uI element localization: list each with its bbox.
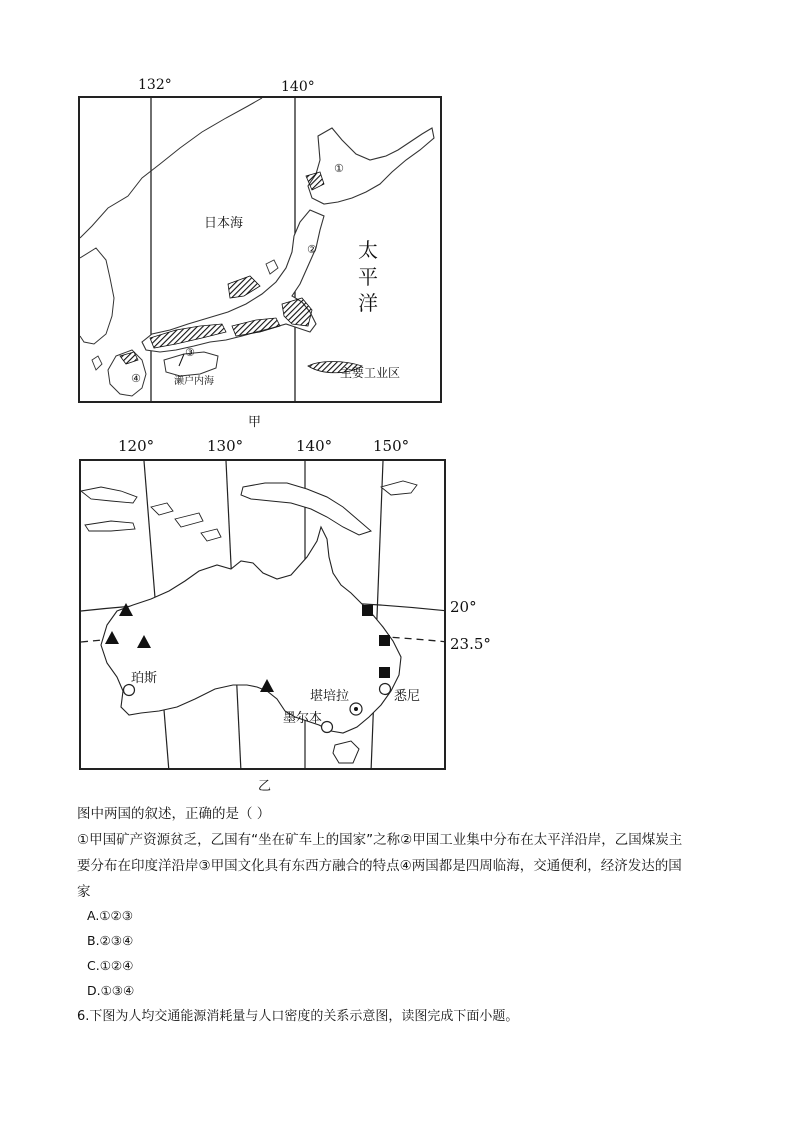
longitude-label-140: 140° xyxy=(296,437,333,455)
canberra-dot xyxy=(354,707,358,711)
region-2-marker: ② xyxy=(307,243,317,256)
honshu-island xyxy=(142,210,324,352)
hokkaido-island xyxy=(308,128,434,204)
legend-label: 主要工业区 xyxy=(340,366,401,380)
question-statement-line-1: ①甲国矿产资源贫乏，乙国有“坐在矿车上的国家”之称②甲国工业集中分布在太平洋沿岸，乙国煤炭主 xyxy=(77,832,683,848)
pacific-label-1: 太 xyxy=(358,238,378,262)
region-3-marker: ③ xyxy=(185,346,195,359)
next-question-intro: 6.下图为人均交通能源消耗量与人口密度的关系示意图，读图完成下面小题。 xyxy=(77,1009,519,1024)
new-guinea-island xyxy=(241,483,371,535)
longitude-label-132: 132° xyxy=(138,77,172,93)
option-b[interactable]: B.②③④ xyxy=(87,933,134,948)
perth-label: 珀斯 xyxy=(131,671,158,686)
coal-square-1 xyxy=(362,605,373,616)
option-a[interactable]: A.①②③ xyxy=(87,908,133,923)
region-4-marker: ④ xyxy=(131,372,141,385)
indonesia-island-3 xyxy=(85,521,135,531)
option-c[interactable]: C.①②④ xyxy=(87,958,134,973)
timor-island xyxy=(175,513,203,527)
korea-coastline xyxy=(80,248,114,344)
japan-map-drawing xyxy=(80,98,442,403)
seto-inland-sea-label: 濑户内海 xyxy=(174,376,214,387)
melbourne-label: 墨尔本 xyxy=(283,711,323,726)
australia-map xyxy=(79,459,446,770)
sydney-marker xyxy=(380,684,391,695)
option-d[interactable]: D.①③④ xyxy=(87,983,135,998)
australia-map-drawing xyxy=(81,461,446,770)
coal-square-3 xyxy=(379,667,390,678)
canberra-label: 堪培拉 xyxy=(310,689,350,704)
map-jia-caption: 甲 xyxy=(248,415,262,430)
longitude-label-120: 120° xyxy=(118,437,155,455)
melbourne-marker xyxy=(322,722,333,733)
small-island xyxy=(92,356,102,370)
sado-island xyxy=(266,260,278,274)
latitude-20-side-label: 20° xyxy=(450,598,477,616)
industrial-zone-hokuriku xyxy=(228,276,260,298)
tasmania-island xyxy=(333,741,359,763)
japan-map xyxy=(78,96,442,403)
sea-of-japan-label: 日本海 xyxy=(204,216,244,231)
longitude-label-150: 150° xyxy=(373,437,410,455)
perth-marker xyxy=(124,685,135,696)
longitude-label-140: 140° xyxy=(281,79,315,95)
question-statement-line-3: 家 xyxy=(77,884,91,900)
question-stem: 图中两国的叙述，正确的是（ ） xyxy=(77,806,271,822)
small-island-2 xyxy=(201,529,221,541)
pacific-label-3: 洋 xyxy=(358,291,378,315)
indonesia-island-1 xyxy=(81,487,137,503)
australia-mainland xyxy=(101,527,401,733)
question-statement-line-2: 要分布在印度洋沿岸③甲国文化具有东西方融合的特点④两国都是四周临海，交通便利，经济发达的国 xyxy=(77,858,682,874)
new-britain-island xyxy=(381,481,417,495)
region-1-marker: ① xyxy=(334,162,344,175)
longitude-label-130: 130° xyxy=(207,437,244,455)
coal-square-2 xyxy=(379,635,390,646)
latitude-23-5-label: 23.5° xyxy=(450,635,491,653)
indonesia-island-2 xyxy=(151,503,173,515)
map-yi-caption: 乙 xyxy=(258,779,272,794)
pacific-label-2: 平 xyxy=(358,265,378,289)
sydney-label: 悉尼 xyxy=(394,689,421,704)
